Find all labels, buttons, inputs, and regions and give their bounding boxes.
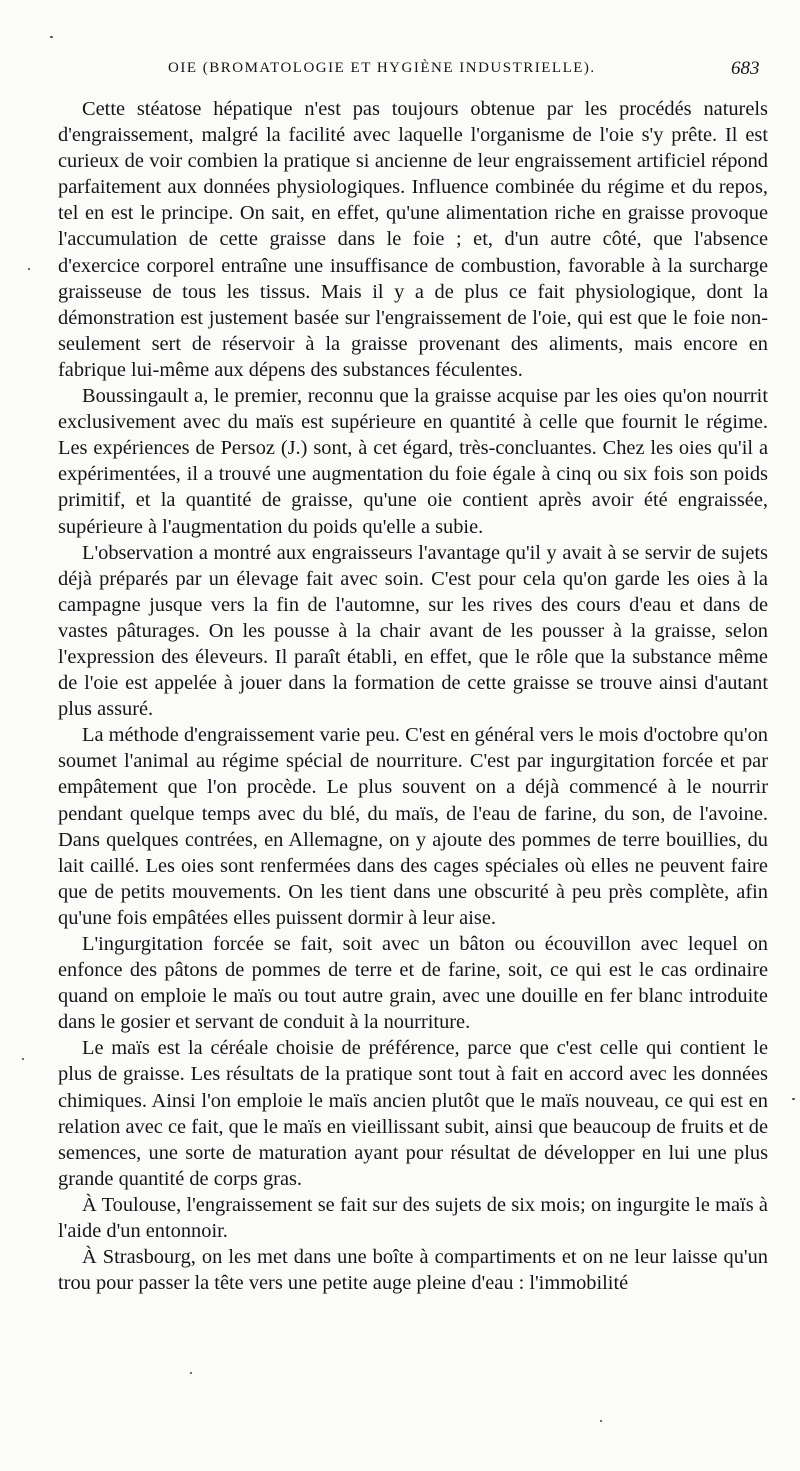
- paragraph-ingurgitation: L'ingurgitation forcée se fait, soit avec un bâton ou écouvillon avec lequel on enfonce des pâtons de pommes de terre et de farine, soit, ce qui est le cas ordinaire quand on emploie le maïs ou tout autre grain, avec une douille en fer blanc introduite dans le gosier et servant de conduit à la nourriture.: [58, 933, 768, 1034]
- scan-speck: [600, 1420, 602, 1422]
- paragraph-steatose: Cette stéatose hépatique n'est pas toujours obtenue par les procédés naturels d'engraissement, malgré la facilité avec laquelle l'organisme de l'oie s'y prête. Il est curieux de voir combien la pratique si ancienne de leur engraissement artificiel répond parfaitement aux données physiologiques. Influence combinée du régime et du repos, tel en est le principe. On sait, en effet, qu'une alimentation riche en graisse provoque l'accumulation de cette graisse dans le foie ; et, d'un autre côté, que l'absence d'exercice corporel entraîne une insuffisance de combustion, favorable à la surcharge graisseuse de tous les tissus. Mais il y a de plus ce fait physiologique, dont la démonstration est justement basée sur l'engraissement de l'oie, qui est que le foie non-seulement sert de réservoir à la graisse provenant des aliments, mais encore en fabrique lui-même aux dépens des substances féculentes.: [58, 98, 768, 381]
- scan-speck: [792, 1098, 795, 1100]
- paragraph-methode: La méthode d'engraissement varie peu. C'est en général vers le mois d'octobre qu'on soumet l'animal au régime spécial de nourriture. C'est par ingurgitation forcée et par empâtement que l'on procède. Le plus souvent on a déjà commencé à le nourrir pendant quelque temps avec du blé, du maïs, de l'eau de farine, du son, de l'avoine. Dans quelques contrées, en Allemagne, on y ajoute des pommes de terre bouillies, du lait caillé. Les oies sont renfermées dans des cages spéciales où elles ne peuvent faire que de petits mouvements. On les tient dans une obscurité à peu près complète, afin qu'une fois empâtées elles puissent dormir à leur aise.: [58, 724, 768, 929]
- scan-speck: [50, 36, 53, 38]
- running-title: OIE (BROMATOLOGIE ET HYGIÈNE INDUSTRIELLE).: [168, 60, 596, 76]
- paragraph-toulouse: À Toulouse, l'engraissement se fait sur des sujets de six mois; on ingurgite le maïs à l'aide d'un entonnoir.: [58, 1193, 768, 1243]
- paragraph-mais: Le maïs est la céréale choisie de préférence, parce que c'est celle qui contient le plus de graisse. Les résultats de la pratique sont tout à fait en accord avec les données chimiques. Ainsi l'on emploie le maïs ancien plutôt que le maïs nouveau, ce qui est en relation avec ce fait, que le maïs en vieillissant subit, ainsi que beaucoup de fruits et de semences, une sorte de maturation ayant pour résultat de développer en lui une plus grande quantité de corps gras.: [58, 1037, 768, 1190]
- scan-speck: [190, 1372, 192, 1374]
- scan-speck: [28, 268, 30, 270]
- paragraph-observation: L'observation a montré aux engraisseurs l'avantage qu'il y avait à se servir de sujets déjà préparés par un élevage fait avec soin. C'est pour cela qu'on garde les oies à la campagne jusque vers la fin de l'automne, sur les rives des cours d'eau et dans de vastes pâturages. On les pousse à la chair avant de les pousser à la graisse, selon l'expression des éleveurs. Il paraît établi, en effet, que le rôle que la substance même de l'oie est appelée à jouer dans la formation de cette graisse se trouve ainsi d'autant plus assuré.: [58, 541, 768, 721]
- page-number: 683: [731, 58, 760, 79]
- page-header: [0, 58, 800, 92]
- body-text: [58, 96, 768, 1296]
- paragraph-strasbourg: À Strasbourg, on les met dans une boîte à compartiments et on ne leur laisse qu'un trou pour passer la tête vers une petite auge pleine d'eau : l'immobilité: [58, 1246, 768, 1295]
- scan-speck: [22, 1058, 24, 1060]
- paragraph-boussingault: Boussingault a, le premier, reconnu que la graisse acquise par les oies qu'on nourrit exclusivement avec du maïs est supérieure en quantité à celle que fournit le régime. Les expériences de Persoz (J.) sont, à cet égard, très-concluantes. Chez les oies qu'il a expérimentées, il a trouvé une augmentation du foie égale à cinq ou six fois son poids primitif, et la quantité de graisse, qu'une oie contient après avoir été engraissée, supérieure à l'augmentation du poids qu'elle a subie.: [58, 385, 768, 538]
